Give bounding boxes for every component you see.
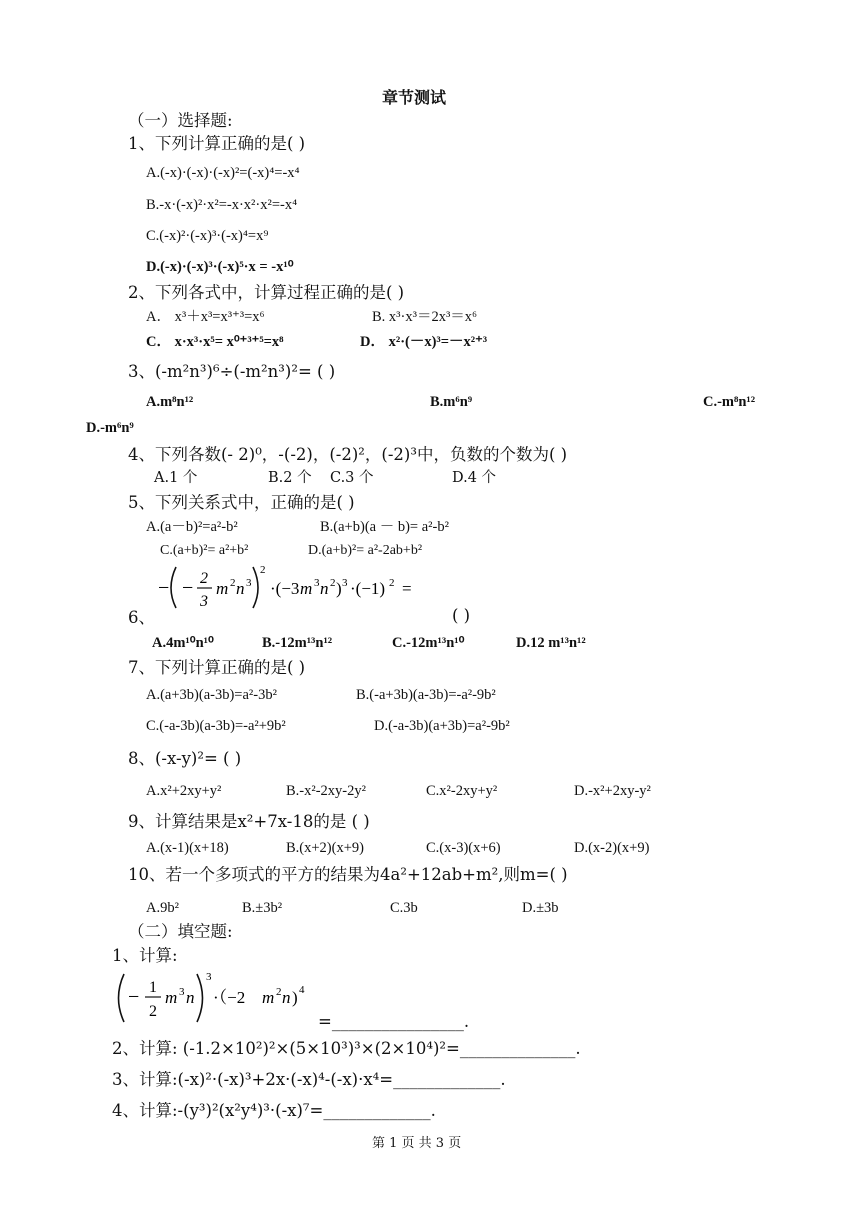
page-title: 章节测试: [382, 88, 447, 107]
svg-text:2: 2: [260, 564, 266, 576]
question-7-option-a: A.(a+3b)(a-3b)=a²-3b²: [146, 687, 277, 703]
svg-text:−: −: [128, 986, 140, 1008]
fill-1-stem: 1、计算:: [112, 946, 178, 965]
question-2-option-c: C． x·x³·x⁵= x⁰⁺³⁺⁵=x⁸: [146, 334, 284, 350]
svg-text:2: 2: [389, 577, 395, 589]
question-8-stem: 8、(-x-y)²= ( ): [128, 749, 242, 768]
question-3-option-b: B.m⁶n⁹: [430, 394, 473, 410]
question-4-option-c: C.3 个: [330, 470, 374, 486]
question-3-option-a: A.m⁸n¹²: [146, 394, 194, 410]
question-5-option-d: D.(a+b)²= a²-2ab+b²: [308, 543, 423, 558]
svg-text:n: n: [186, 988, 195, 1007]
section-fill-heading: （二）填空题:: [128, 922, 233, 941]
question-5-option-c: C.(a+b)²= a²+b²: [160, 543, 249, 558]
svg-text:1: 1: [149, 979, 157, 996]
svg-text:m: m: [216, 579, 229, 598]
question-5-option-b: B.(a+b)(a － b)= a²-b²: [320, 519, 449, 535]
question-6-number: 6、: [128, 608, 155, 627]
svg-text:2: 2: [200, 570, 208, 587]
question-3-option-d: D.-m⁶n⁹: [86, 420, 134, 436]
question-1-stem: 1、下列计算正确的是( ): [128, 134, 306, 153]
question-6-formula: [152, 561, 452, 611]
question-9-stem: 9、计算结果是x²+7x-18的是 ( ): [128, 812, 370, 831]
fill-3: 3、计算:(-x)²·(-x)³+2x·(-x)⁴-(-x)·x⁴=_____________.: [112, 1070, 506, 1089]
svg-text:2: 2: [149, 1003, 157, 1020]
svg-text:n: n: [320, 579, 329, 598]
question-1-option-d: D.(-x)·(-x)³·(-x)⁵·x = -x¹⁰: [146, 259, 294, 275]
question-3-stem: 3、(-m²n³)⁶÷(-m²n³)²= ( ): [128, 362, 336, 381]
svg-text:4: 4: [299, 984, 305, 996]
question-9-option-a: A.(x-1)(x+18): [146, 840, 229, 856]
question-4-stem: 4、下列各数(- 2)⁰，-(-2)，(-2)²，(-2)³中，负数的个数为( ): [128, 445, 568, 464]
question-7-stem: 7、下列计算正确的是( ): [128, 658, 306, 677]
question-10-stem: 10、若一个多项式的平方的结果为4a²+12ab+m²,则m=( ): [128, 865, 568, 884]
question-5-stem: 5、下列关系式中，正确的是( ): [128, 493, 355, 512]
question-6-option-a: A.4m¹⁰n¹⁰: [152, 635, 214, 651]
svg-text:): ): [292, 988, 298, 1007]
svg-text:2: 2: [230, 577, 236, 589]
svg-text:=: =: [402, 579, 412, 598]
question-2-option-b: B. x³·x³＝2x³＝x⁶: [372, 309, 478, 325]
svg-text:m: m: [262, 988, 275, 1007]
question-8-option-c: C.x²-2xy+y²: [426, 783, 498, 799]
question-7-option-d: D.(-a-3b)(a+3b)=a²-9b²: [374, 718, 510, 734]
svg-text:·（−2: ·（−2: [213, 988, 246, 1007]
question-4-option-b: B.2 个: [268, 470, 312, 486]
question-6-option-b: B.-12m¹³n¹²: [262, 635, 333, 651]
svg-text:·(−3: ·(−3: [270, 579, 300, 598]
question-8-option-a: A.x²+2xy+y²: [146, 783, 222, 799]
question-4-option-a: A.1 个: [154, 470, 198, 486]
question-10-option-d: D.±3b: [522, 900, 559, 916]
svg-text:3: 3: [342, 577, 348, 589]
question-2-stem: 2、下列各式中，计算过程正确的是( ): [128, 283, 405, 302]
question-4-option-d: D.4 个: [452, 470, 497, 486]
svg-text:3: 3: [206, 971, 212, 983]
question-2-option-a: A． x³＋x³=x³⁺³=x⁶: [146, 309, 265, 325]
question-1-option-c: C.(-x)²·(-x)³·(-x)⁴=x⁹: [146, 228, 269, 244]
question-8-option-b: B.-x²-2xy-2y²: [286, 783, 366, 799]
fill-4: 4、计算:-(y³)²(x²y⁴)³·(-x)⁷=_____________.: [112, 1101, 436, 1120]
svg-text:2: 2: [330, 577, 336, 589]
svg-text:−: −: [158, 577, 170, 599]
svg-text:3: 3: [200, 593, 208, 610]
svg-text:): ): [336, 579, 342, 598]
question-9-option-c: C.(x-3)(x+6): [426, 840, 501, 856]
question-6-paren: ( ): [452, 606, 471, 625]
question-10-option-c: C.3b: [390, 900, 418, 916]
question-1-option-a: A.(-x)·(-x)·(-x)²=(-x)⁴=-x⁴: [146, 165, 300, 181]
question-9-option-d: D.(x-2)(x+9): [574, 840, 650, 856]
question-5-option-a: A.(a－b)²=a²-b²: [146, 519, 238, 535]
fill-1-formula: [112, 970, 352, 1026]
question-9-option-b: B.(x+2)(x+9): [286, 840, 364, 856]
svg-text:3: 3: [314, 577, 320, 589]
question-10-option-a: A.9b²: [146, 900, 179, 916]
section-choice-heading: （一）选择题:: [128, 111, 233, 130]
question-3-option-c: C.-m⁸n¹²: [703, 394, 756, 410]
svg-text:m: m: [165, 988, 178, 1007]
question-10-option-b: B.±3b²: [242, 900, 283, 916]
svg-text:·(−1): ·(−1): [350, 579, 386, 598]
question-6-option-d: D.12 m¹³n¹²: [516, 635, 586, 651]
question-6-option-c: C.-12m¹³n¹⁰: [392, 635, 465, 651]
svg-text:−: −: [182, 577, 194, 599]
page-footer: 第 1 页 共 3 页: [372, 1136, 462, 1151]
svg-text:3: 3: [179, 986, 185, 998]
question-2-option-d: D． x²·(－x)³=－x²⁺³: [360, 334, 488, 350]
fill-1-answer-line[interactable]: =________________.: [318, 1012, 470, 1031]
question-8-option-d: D.-x²+2xy-y²: [574, 783, 651, 799]
svg-text:3: 3: [246, 577, 252, 589]
question-7-option-c: C.(-a-3b)(a-3b)=-a²+9b²: [146, 718, 286, 734]
svg-text:m: m: [300, 579, 313, 598]
question-7-option-b: B.(-a+3b)(a-3b)=-a²-9b²: [356, 687, 496, 703]
svg-text:2: 2: [276, 986, 282, 998]
svg-text:n: n: [236, 579, 245, 598]
fill-2: 2、计算: (-1.2×10²)²×(5×10³)³×(2×10⁴)²=______________.: [112, 1039, 581, 1058]
svg-text:n: n: [282, 988, 291, 1007]
question-1-option-b: B.-x·(-x)²·x²=-x·x²·x²=-x⁴: [146, 197, 298, 213]
